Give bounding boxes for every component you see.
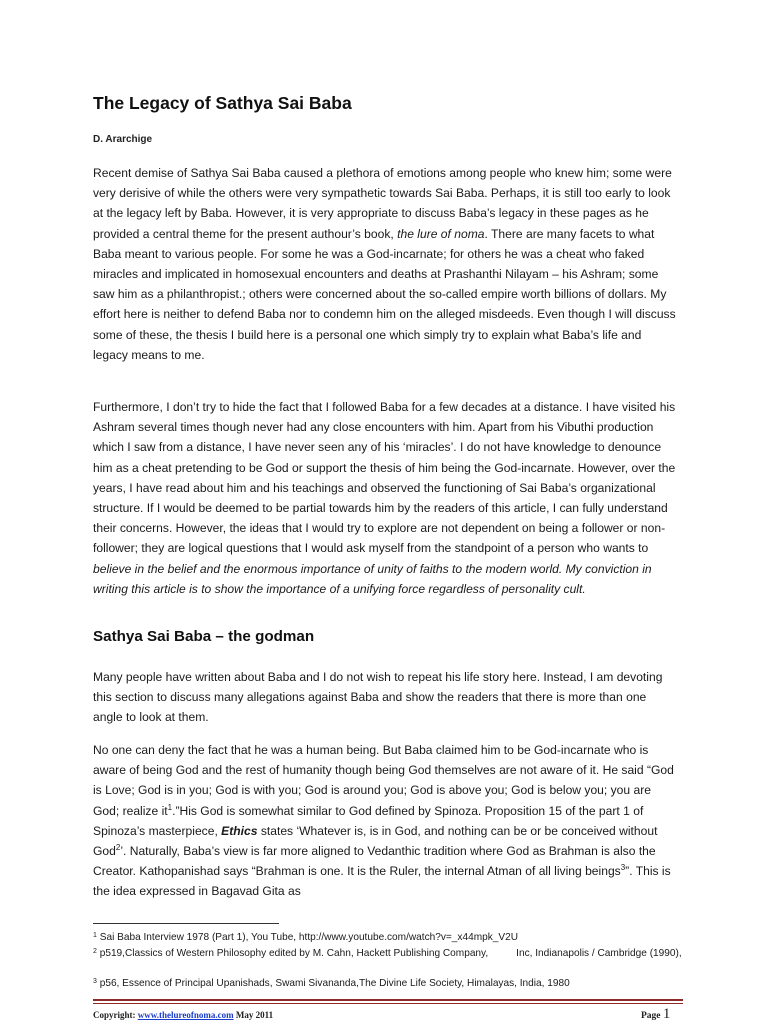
footnote-3-number: 3	[93, 978, 97, 985]
paragraph-3	[93, 667, 678, 728]
copyright-label: Copyright:	[93, 1010, 138, 1020]
paragraph-4-text-d: ’. Naturally, Baba’s view is far more aligned to Vedanthic tradition where God as Brahman is also the Creator. Kathopanishad says “Brahman is one. It is the Ruler, the internal Atman of all living beings	[93, 844, 656, 879]
footer-date: May 2011	[233, 1010, 274, 1020]
paragraph-2-text-a: Furthermore, I don’t try to hide the fact that I followed Baba for a few decades at a distance. I have visited his Ashram several times though never had any close encounters with him. Apart from his Vibuthi production which I saw from a distance, I have never seen any of his ‘miracles’. I do not have knowledge to denounce him as a cheat pretending to be God or support the thesis of him being the God-incarnate. However, over the years, I have read about him and his teachings and observed the functioning of Sai Baba’s organizational structure. If I would be deemed to be partial towards him by the readers of this article, I can fully understand their concerns. However, the ideas that I would try to explore are not dependent on being a follower or non-follower; they are logical questions that I would ask myself from the standpoint of a person who wants to	[93, 400, 676, 556]
paragraph-4-text-a: No one can deny the fact that he was a human being. But Baba claimed him to be God-incarnate who is aware of being God and the rest of humanity though being God themselves are not aware of it. He said “God is Love; God is in you; God is with you; God is around you; God is above you; God is below you; you are God; realize it	[93, 743, 674, 818]
section-heading: Sathya Sai Baba – the godman	[93, 628, 315, 645]
author-name: D. Ararchige	[93, 134, 153, 145]
footer-page	[641, 1006, 670, 1023]
paragraph-4-text-e: ”. This is the idea expressed in Bagavad Gita as	[93, 864, 671, 899]
footnote-2-text: p519,Classics of Western Philosophy edited by M. Cahn, Hackett Publishing Company,	[99, 948, 489, 959]
paragraph-4-text-b: .”His God is somewhat similar to God defined by Spinoza. Proposition 15 of the part 1 of Spinoza’s masterpiece,	[93, 803, 644, 838]
paragraph-1-text-b: . There are many facets to what Baba meant to various people. For some he was a God-incarnate; for others he was a cheat who faked miracles and implicated in homosexual encounters and deaths at Prashanthi Nilayam – his Ashram; some saw him as a philanthropist.; others were concerned about the so-called empire worth billions of dollars. My effort here is neither to defend Baba nor to condemn him on the alleged misdeeds. Even though I will discuss some of these, the thesis I build here is a personal one which simply try to explain what Baba’s life and legacy means to me.	[93, 226, 676, 362]
page-label: Page	[641, 1011, 663, 1021]
footer-rule-thick	[93, 999, 683, 1001]
footnote-2	[93, 948, 713, 961]
footnote-ref-3[interactable]: 3	[620, 863, 626, 873]
paragraph-2-italic: believe in the belief and the enormous importance of unity of faiths to the modern world. My conviction in writing this article is to show the importance of a unifying force regardless of personality cult.	[93, 561, 652, 596]
footnote-2-number: 2	[93, 948, 97, 955]
footnote-2-text-b: Inc, Indianapolis / Cambridge (1990),	[516, 948, 682, 959]
footnote-divider	[93, 923, 279, 924]
book-title-italic: the lure of noma	[397, 226, 485, 241]
footnote-1	[93, 932, 713, 945]
paragraph-4-text-c: states ‘Whatever is, is in God, and nothing can be or be conceived without God	[93, 823, 658, 859]
ethics-italic: Ethics	[221, 823, 258, 838]
website-link[interactable]: www.thelureofnoma.com	[137, 1010, 234, 1020]
paragraph-3-text: Many people have written about Baba and I do not wish to repeat his life story here. Instead, I am devoting this section to discuss many allegations against Baba and show the readers that there is more than one angle to look at them.	[93, 670, 663, 725]
footnote-ref-2[interactable]: 2	[115, 843, 121, 853]
footnote-1-text: Sai Baba Interview 1978 (Part 1), You Tube, http://www.youtube.com/watch?v=_x44mpk_V2U	[99, 932, 519, 943]
document-title: The Legacy of Sathya Sai Baba	[93, 93, 352, 113]
paragraph-2	[93, 397, 678, 599]
footnote-3	[93, 978, 713, 991]
paragraph-4	[93, 740, 678, 902]
footer-rule-thin	[93, 1003, 683, 1004]
footer-copyright	[93, 1010, 273, 1020]
paragraph-1-text-a: Recent demise of Sathya Sai Baba caused a plethora of emotions among people who knew him; some were very derisive of while the others were very sympathetic towards Sai Baba. Perhaps, it is still too early to look at the legacy left by Baba. However, it is very appropriate to discuss Baba’s legacy in these pages as he provided a central theme for the present authour’s book,	[93, 166, 672, 241]
page-number: 1	[662, 1006, 671, 1022]
footnote-3-text: p56, Essence of Principal Upanishads, Swami Sivananda,The Divine Life Society, Himalayas, India, 1980	[99, 978, 570, 989]
footnote-1-number: 1	[93, 932, 97, 939]
footnote-ref-1[interactable]: 1	[167, 802, 173, 812]
paragraph-1	[93, 163, 678, 365]
